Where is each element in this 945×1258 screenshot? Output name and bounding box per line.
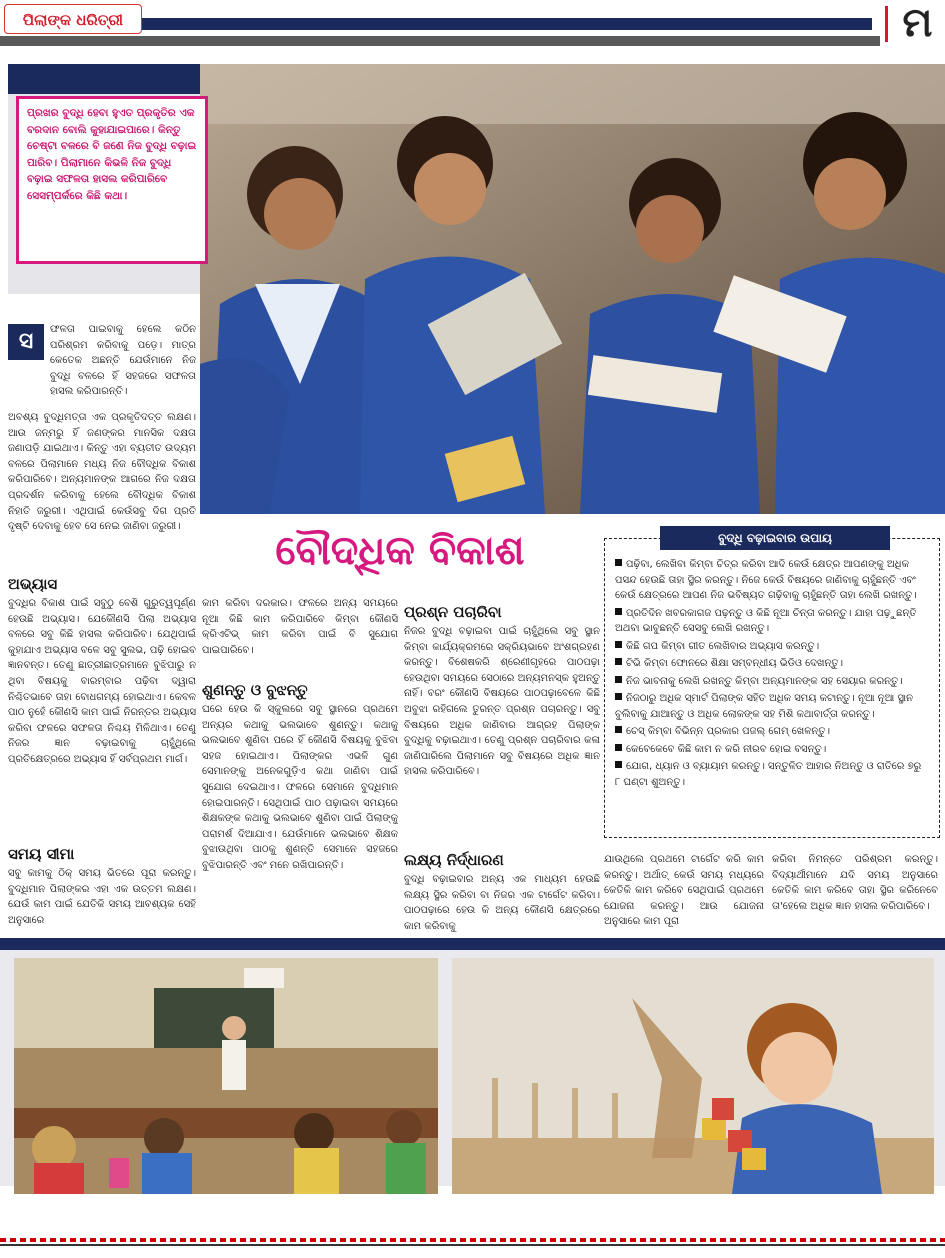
bullet-icon bbox=[615, 641, 622, 648]
intro-paragraph-start bbox=[50, 322, 196, 406]
tips-box bbox=[604, 538, 940, 838]
header-bar bbox=[142, 18, 872, 30]
tip-text: ଟିଭି କିମ୍ବା ଫୋନରେ ଶିକ୍ଷା ସମ୍ବନ୍ଧୀୟ ଭିଡିଓ ଦେଖନ୍ତୁ। bbox=[626, 658, 843, 669]
listen-text: ଘରେ ହେଉ କି ସ୍କୁଲରେ ସବୁ ସ୍ଥାନରେ ପ୍ରଥମେ ଅନ୍ୟର କଥାକୁ ଭଲଭାବେ ଶୁଣନ୍ତୁ। କଥାକୁ ଭଲଭାବେ ଶୁଣିବା ପରେ ହିଁ କୌଣସି ବିଷୟକୁ ବୁଝିବା ସହଜ ହୋଇଥାଏ। ପିଲାଙ୍କର ଏଭଳି ଗୁଣ ସେମାନଙ୍କୁ ଅନେକଗୁଡ଼ିଏ କଥା ଜାଣିବା ପାଇଁ ସୁଯୋଗ ଦେଇଥାଏ। ଫଳରେ ସେମାନେ ବୁଦ୍ଧିମାନ ହୋଇପାରନ୍ତି। ସେଥିପାଇଁ ପାଠ ପଢ଼ାଇବା ସମୟରେ ଶିକ୍ଷକଙ୍କ କଥାକୁ ଭଲଭାବେ ଶୁଣିବା ପାଇଁ ପିଲାଙ୍କୁ ପରାମର୍ଶ ଦିଆଯାଏ। ଯେଉଁମାନେ ଭଲଭାବେ ଶିକ୍ଷକ ବୁଝାଉଥିବା ପାଠକୁ ଶୁଣନ୍ତି ସେମାନେ ସହଜରେ ବୁଝିପାରନ୍ତି ଏବଂ ମନେ ରଖିପାରନ୍ତି। bbox=[202, 704, 398, 871]
intro-paragraph: ଫଳତା ପାଇବାକୁ ହେଲେ କଠିନ ପରିଶ୍ରମ କରିବାକୁ ପଡ଼େ। ମାତ୍ର କେତେକ ଅଛନ୍ତି ଯେଉଁମାନେ ନିଜ ବୁଦ୍ଧି ବଳରେ ହିଁ ସହଜରେ ସଫଳତା ହାସଲ କରିପାରନ୍ତି। bbox=[50, 324, 196, 398]
tips-list bbox=[615, 557, 929, 790]
column2-paragraph bbox=[202, 596, 398, 676]
section-logo: ପିଲାଙ୍କ ଧରିତ୍ରୀ bbox=[4, 4, 142, 34]
tip-item bbox=[615, 759, 929, 790]
tip-item bbox=[615, 557, 929, 604]
page-number: ମ bbox=[902, 0, 933, 46]
footer-line bbox=[0, 1244, 945, 1246]
intro-text: ପ୍ରଖର ବୁଦ୍ଧି ହେବା ହୁଏତ ପ୍ରକୃତିର ଏକ ବରଦାନ ବୋଲି କୁହାଯାଇପାରେ। କିନ୍ତୁ ଚେଷ୍ଟା ବଳରେ ବି ଜଣେ ନିଜ ବୁଦ୍ଧି ବଢ଼ାଇ ପାରିବ। ପିଲାମାନେ କିଭଳି ନିଜ ବୁଦ୍ଧି ବଢ଼ାଇ ସଫଳତା ହାସଲ କରିପାରିବେ ସେସମ୍ପର୍କରେ କିଛି କଥା। bbox=[27, 107, 197, 202]
column5-paragraph bbox=[772, 852, 938, 932]
tip-text: ଯୋଗ, ଧ୍ୟାନ ଓ ବ୍ୟାୟାମ କରନ୍ତୁ। ସନ୍ତୁଳିତ ଆହାର ନିଅନ୍ତୁ ଓ ରାତିରେ ୭ରୁ ୮ ଘଣ୍ଟା ଶୁଅନ୍ତୁ। bbox=[615, 761, 922, 788]
time-text: ସବୁ କାମକୁ ଠିକ୍ ସମୟ ଭିତରେ ପୂରା କରନ୍ତୁ। ବୁଦ୍ଧିମାନ ପିଲାଙ୍କର ଏହା ଏକ ଉତ୍ତମ ଲକ୍ଷଣ। ଯେଉଁ କାମ ପାଇଁ ଯେତିକି ସମୟ ଆବଶ୍ୟକ ସେହି ଅନୁସାରେ bbox=[8, 868, 196, 926]
tip-text: କିଛି ଗପ କିମ୍ବା ଗୀତ ଲେଖିବାର ଅଭ୍ୟାସ କରନ୍ତୁ। bbox=[626, 640, 820, 652]
time-paragraph bbox=[8, 866, 196, 932]
tip-text: ନିଜଠାରୁ ଅଧିକ ସ୍ମାର୍ଟ ପିଲାଙ୍କ ସହିତ ଅଧିକ ସମୟ କଟାନ୍ତୁ। ନୂଆ ନୂଆ ସ୍ଥାନ ବୁଲିବାକୁ ଯାଆନ୍ତୁ ଓ ଅଧିକ ଲୋକଙ୍କ ସହ ମିଶି କଥାବାର୍ତ୍ତା କରନ୍ତୁ। bbox=[615, 693, 913, 720]
column2-text: କାମ କରିବା ଦରକାର। ଫଳରେ ଅନ୍ୟ ସମୟରେ ନୂଆ କିଛି କାମ କରିପାରିବେ କିମ୍ବା କୌଣସି କ୍ରିଏଟିଭ୍ କାମ କରିବା ପାଇଁ ବି ସୁଯୋଗ ପାଇପାରିବେ। bbox=[202, 598, 398, 656]
tip-item bbox=[615, 656, 929, 672]
bottom-band bbox=[0, 938, 945, 950]
intro-text-box bbox=[16, 96, 208, 264]
bullet-icon bbox=[615, 559, 622, 566]
tip-text: ଚେସ୍ କିମ୍ବା ବିଭିନ୍ନ ପ୍ରକାର ପଜଲ୍ ଗେମ୍ ଖେଳନ୍ତୁ। bbox=[626, 726, 830, 737]
heading-time-limit: ସମୟ ସୀମା bbox=[8, 845, 75, 863]
ask-text: ନିଜର ବୁଦ୍ଧି ବଢ଼ାଇବା ପାଇଁ ଚାହୁଁଥିଲେ ସବୁ ସ୍ଥାନ କିମ୍ବା କାର୍ଯ୍ୟକ୍ରମରେ ସକ୍ରିୟଭାବେ ଅଂଶଗ୍ରହଣ କରନ୍ତୁ। ବିଶେଷକରି ଶ୍ରେଣୀଗୃହରେ ପାଠପଢ଼ା ହେଉଥିବା ସମୟରେ ସେଠାରେ ଅନ୍ୟମନସ୍କ ହୁଅନ୍ତୁ ନାହିଁ। ବରଂ କୌଣସି ବିଷୟରେ ପାଠପଢ଼ାବେଳେ କିଛି ଅବୁଝା ରହିଗଲେ ତୁରନ୍ତ ପ୍ରଶ୍ନ ପଚାରନ୍ତୁ। ସବୁ ବିଷୟରେ ଅଧିକ ଜାଣିବାର ଆଗ୍ରହ ପିଲାଙ୍କ ବୁଦ୍ଧିକୁ ବଢ଼ାଇଥାଏ। ତେଣୁ ପ୍ରଶ୍ନ ପଚାରିବାର କଳା ଜାଣିପାରିଲେ ପିଲାମାନେ ସବୁ ବିଷୟରେ ଅଧିକ ଜ୍ଞାନ ହାସଲ କରିପାରିବେ। bbox=[404, 626, 600, 778]
classroom-photo bbox=[14, 958, 438, 1194]
target-paragraph bbox=[404, 872, 600, 934]
column4-text: ଯାଉଥିଲେ ପ୍ରଥମେ ଟାର୍ଗେଟ କରି କାମ କରନ୍ତୁ। ଅର୍ଥାତ୍ କେଉଁ ସମୟ ମଧ୍ୟରେ କେତିକି କାମ କରିବେ ସେଥିପାଇଁ ପ୍ରଥମେ ଯୋଜନା କରନ୍ତୁ। ଆଉ ଯୋଜନା ଅନୁସାରେ କାମ ପୂରା bbox=[604, 854, 764, 928]
article-headline: ବୌଦ୍ଧିକ ବିକାଶ bbox=[275, 527, 525, 574]
bullet-icon bbox=[615, 744, 622, 751]
practice-text: ବୁଦ୍ଧିର ବିକାଶ ପାଇଁ ସବୁଠୁ ବେଶି ଗୁରୁତ୍ୱପୂର୍ଣ୍ଣ ହେଉଛି ଅଭ୍ୟାସ। ଯେକୌଣସି ପିଲା ଅଭ୍ୟାସ ବଳରେ ସବୁ କିଛି ହାସଲ କରିପାରିବ। ଯେଥିପାଇଁ କୁହାଯାଏ ଅଭ୍ୟାସ ବଳେ ସବୁ ସୁଲଭ, ପଢ଼ି ହୋଇବ ଜ୍ଞାନବନ୍ତ। ତେଣୁ ଛାତ୍ରୀଛାତ୍ରମାନେ ବୁଝିପାରୁ ନ ଥିବା ବିଷୟକୁ ବାରମ୍ବାର ପଢ଼ିବା ଦ୍ୱାରା ନିଶ୍ଚିତଭାବେ ତାହା ବୋଧଗମ୍ୟ ହୋଇଥାଏ। କେବଳ ପାଠ ନୁହେଁ କୌଣସି କାମ ପାଇଁ ନିରନ୍ତର ଅଭ୍ୟାସ କରିବା ଫଳରେ ସଫଳତା ନିଶ୍ଚୟ ମିଳିଥାଏ। ତେଣୁ ନିଜର ଜ୍ଞାନ ବଢ଼ାଇବାକୁ ଚାହୁଁଥିଲେ ପ୍ରତିକ୍ଷେତ୍ରରେ ଅଭ୍ୟାସ ହିଁ ସର୍ବପ୍ରଥମ ମାର୍ଗ। bbox=[8, 598, 196, 765]
tip-text: କେବେକେବେ କିଛି କାମ ନ କରି ନୀରବ ହୋଇ ବସନ୍ତୁ। bbox=[626, 743, 827, 755]
bullet-icon bbox=[615, 608, 622, 615]
bullet-icon bbox=[615, 761, 622, 768]
tip-text: ପଢ଼ିବା, ଲେଖିବା କିମ୍ବା ଚିତ୍ର କରିବା ଆଦି କେଉଁ କ୍ଷେତ୍ର ଆପଣଙ୍କୁ ଅଧିକ ପସନ୍ଦ ହେଉଛି ତାହା ସ୍ଥିର କରନ୍ତୁ। ନିଜେ କେଉଁ ବିଷୟରେ ଜାଣିବାକୁ ଚାହୁଁଛନ୍ତି ଏବଂ କେଉଁ କ୍ଷେତ୍ରରେ ଆପଣ ନିଜ ଭବିଷ୍ୟତ ଗଢ଼ିବାକୁ ଚାହୁଁଛନ୍ତି ତାହା ଲେଖି ରଖନ୍ତୁ। bbox=[615, 559, 917, 601]
tip-item bbox=[615, 639, 929, 655]
bullet-icon bbox=[615, 676, 622, 683]
bullet-icon bbox=[615, 693, 622, 700]
students-reading-photo bbox=[200, 64, 945, 514]
tip-text: ନିଜ ଭାବନାକୁ ଲେଖି ରଖନ୍ତୁ କିମ୍ବା ଅନ୍ୟମାନଙ୍କ ସହ ସେୟାର କରନ୍ତୁ। bbox=[626, 675, 903, 687]
column5-text: କରିବା ନିମନ୍ତେ ପରିଶ୍ରମ କରନ୍ତୁ। ବିଦ୍ୟାର୍ଥୀମାନେ ଯଦି ସମୟ ଅନୁସାରେ କେତିକି କାମ କରିବେ ତାହା ସ୍ଥିର କରିନେବେ ତା'ହେଲେ ଅଧିକ ଜ୍ଞାନ ହାସଲ କରିପାରିବେ। bbox=[772, 854, 938, 912]
heading-goal-setting: ଲକ୍ଷ୍ୟ ନିର୍ଦ୍ଧାରଣ bbox=[404, 851, 504, 869]
heading-listen: ଶୁଣନ୍ତୁ ଓ ବୁଝନ୍ତୁ bbox=[202, 681, 308, 699]
target-text: ବୁଦ୍ଧି ବଢ଼ାଇବାର ଅନ୍ୟ ଏକ ମାଧ୍ୟମ ହେଉଛି ଲକ୍ଷ୍ୟ ସ୍ଥିର କରିବା ବା ନିଜର ଏକ ଟାର୍ଗେଟ କରିବା। ପାଠପଢ଼ାରେ ହେଉ କି ଅନ୍ୟ କୌଣସି କ୍ଷେତ୍ରରେ କାମ କରିବାକୁ bbox=[404, 874, 600, 932]
tips-title: ବୁଦ୍ଧି ବଢ଼ାଇବାର ଉପାୟ bbox=[660, 526, 890, 550]
heading-ask-questions: ପ୍ରଶ୍ନ ପଚାରିବା bbox=[404, 603, 502, 621]
bullet-icon bbox=[615, 658, 622, 665]
intro-panel-band bbox=[8, 64, 200, 94]
tip-item bbox=[615, 674, 929, 690]
footer-rule bbox=[0, 1238, 945, 1242]
ask-paragraph bbox=[404, 624, 600, 844]
intro-paragraph-continued: ଅବଶ୍ୟ ବୁଦ୍ଧିମତ୍ତା ଏକ ପ୍ରକୃତିଦତ୍ତ ଲକ୍ଷଣ। ଆଉ ଜନ୍ମରୁ ହିଁ ଜଣଙ୍କର ମାନସିକ ଦକ୍ଷତା ଜଣାପଡ଼ି ଯାଇଥାଏ। କିନ୍ତୁ ଏହା ବ୍ୟତୀତ ଉଦ୍ୟମ ବଳରେ ପିଲାମାନେ ମଧ୍ୟ ନିଜ ବୌଦ୍ଧିକ ବିକାଶ କରିପାରିବେ। ଅନ୍ୟମାନଙ୍କ ଆଗରେ ନିଜ ଦକ୍ଷତା ପ୍ରଦର୍ଶନ କରିବାକୁ ହେଲେ ବୌଦ୍ଧିକ ବିକାଶ ନିହାତି ଜରୁରୀ। ଏଥିପାଇଁ କେଉଁସବୁ ଦିଗ ପ୍ରତି ଦୃଷ୍ଟି ଦେବାକୁ ହେବ ସେ ନେଇ ଜାଣିବା ଜରୁରୀ। bbox=[8, 412, 196, 533]
tip-item bbox=[615, 724, 929, 740]
column4-paragraph bbox=[604, 852, 764, 932]
bullet-icon bbox=[615, 726, 622, 733]
tip-item bbox=[615, 606, 929, 637]
tip-text: ପ୍ରତିଦିନ ଖବରକାଗଜ ପଢ଼ନ୍ତୁ ଓ କିଛି ନୂଆ ଚିନ୍ତା କରନ୍ତୁ। ଯାହା ପଢ଼ୁଛନ୍ତି ଅଥବା ଭାବୁଛନ୍ତି ସେସବୁ ଲେଖି ରଖନ୍ତୁ। bbox=[615, 607, 917, 634]
drop-cap: ସ bbox=[8, 324, 44, 360]
header-bar-grey bbox=[0, 36, 880, 46]
practice-paragraph bbox=[8, 596, 196, 836]
intro-paragraph-rest bbox=[8, 410, 196, 568]
listen-paragraph bbox=[202, 702, 398, 934]
boy-building-robot-photo bbox=[452, 958, 934, 1194]
header-divider bbox=[885, 6, 888, 42]
tip-item bbox=[615, 742, 929, 758]
tip-item bbox=[615, 691, 929, 722]
heading-practice: ଅଭ୍ୟାସ bbox=[8, 575, 58, 593]
